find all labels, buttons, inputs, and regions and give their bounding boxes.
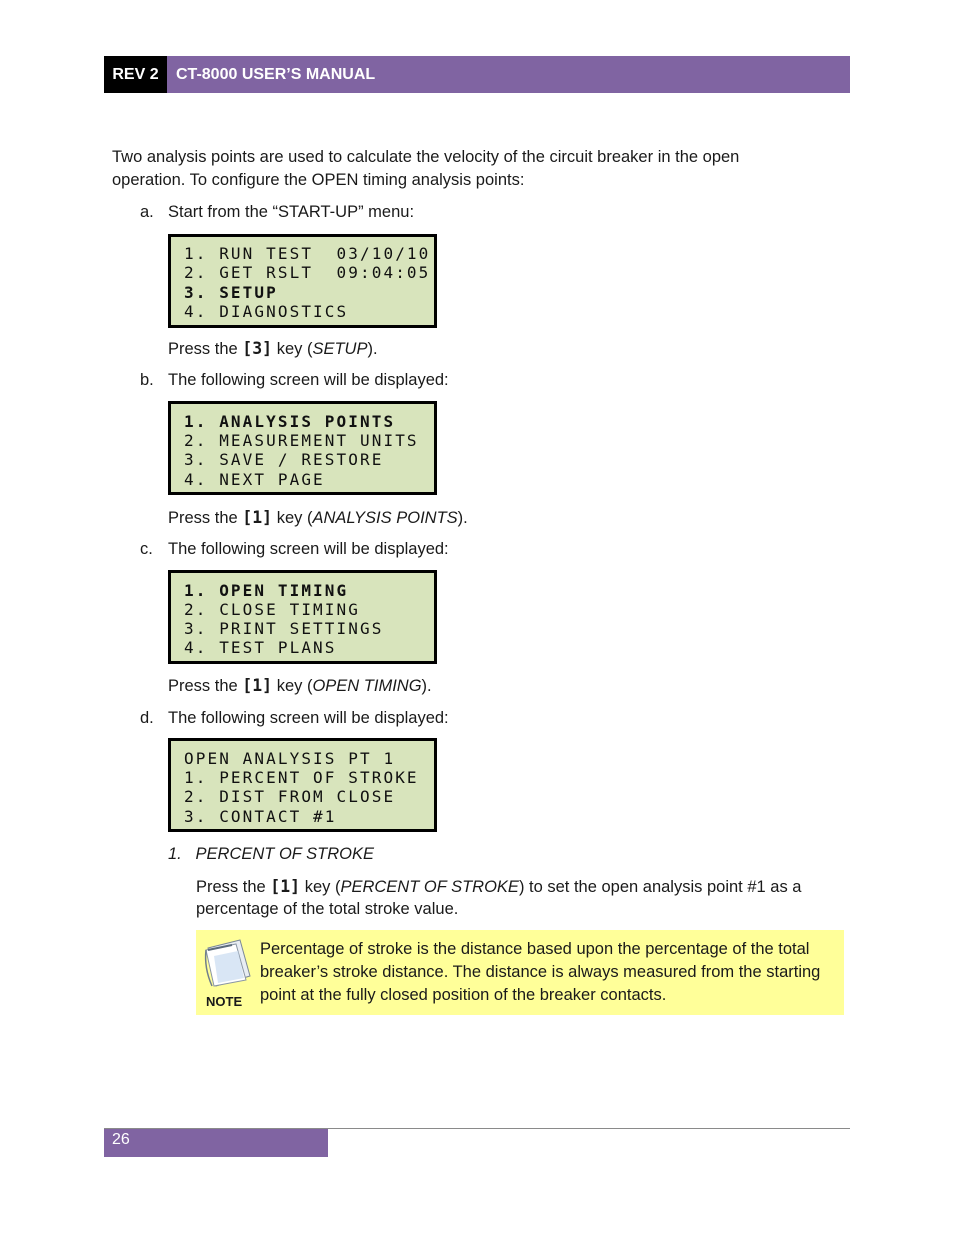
lcd-line: 4. NEXT PAGE (184, 470, 325, 489)
note-line-1: Percentage of stroke is the distance based upon the percentage of the total (260, 940, 810, 958)
lcd-line: 3. PRINT SETTINGS (184, 619, 384, 638)
press-pre: Press the (168, 677, 243, 695)
step-d-text: The following screen will be displayed: (168, 709, 449, 727)
lcd-line: 4. DIAGNOSTICS (184, 302, 349, 321)
lcd-line: 2. CLOSE TIMING (184, 600, 360, 619)
press-instruction-a (168, 337, 378, 361)
intro-line-2: operation. To configure the OPEN timing analysis points: (112, 171, 525, 189)
press-pre: Press the (168, 509, 243, 527)
step-c-letter: c. (140, 540, 153, 558)
note-box (196, 930, 844, 1015)
page-header (104, 56, 850, 93)
step-a-text: Start from the “START-UP” menu: (168, 203, 415, 221)
menu-name: OPEN TIMING (312, 677, 422, 695)
notepad-icon (202, 936, 252, 988)
lcd-line-selected: 1. OPEN TIMING (184, 581, 349, 600)
lcd-line-selected: 3. SETUP (184, 283, 278, 302)
substep-title: 1. PERCENT OF STROKE (168, 845, 374, 863)
press-post: ). (421, 677, 432, 695)
lcd-line: 2. MEASUREMENT UNITS (184, 431, 419, 450)
substep-instruction-line-2: percentage of the total stroke value. (196, 900, 459, 918)
page-footer (104, 1129, 328, 1157)
lcd-line: OPEN ANALYSIS PT 1 (184, 749, 396, 768)
key-1-label: [1] (242, 508, 273, 527)
press-mid: key ( (272, 509, 313, 527)
step-c-text: The following screen will be displayed: (168, 540, 449, 558)
note-text (260, 938, 844, 1007)
lcd-line: 3. SAVE / RESTORE (184, 450, 384, 469)
step-b-text: The following screen will be displayed: (168, 371, 449, 389)
lcd-line: 2. GET RSLT 09:04:05 (184, 263, 431, 282)
manual-title: CT-8000 USER’S MANUAL (176, 65, 376, 83)
step-d-letter: d. (140, 709, 154, 727)
page-number: 26 (112, 1131, 130, 1148)
note-line-2: breaker’s stroke distance. The distance is always measured from the starting (260, 963, 821, 981)
press-pre: Press the (196, 878, 271, 896)
press-instruction-b (168, 506, 468, 530)
key-1-label: [1] (270, 877, 301, 896)
press-pre: Press the (168, 340, 243, 358)
press-mid: key ( (272, 340, 313, 358)
key-3-label: [3] (242, 339, 273, 358)
lcd-line-selected: 1. ANALYSIS POINTS (184, 412, 396, 431)
menu-name: SETUP (312, 340, 368, 358)
press-post: ). (457, 509, 468, 527)
lcd-line: 4. TEST PLANS (184, 638, 337, 657)
lcd-open-analysis-screen (168, 738, 437, 832)
step-a-letter: a. (140, 203, 154, 221)
menu-name: ANALYSIS POINTS (312, 509, 458, 527)
lcd-startup-screen (168, 234, 437, 328)
note-line-3: point at the fully closed position of the breaker contacts. (260, 986, 667, 1004)
press-post: ). (367, 340, 378, 358)
lcd-setup-screen (168, 401, 437, 495)
press-post: ) to set the open analysis point #1 as a (518, 878, 802, 896)
press-mid: key ( (272, 677, 313, 695)
lcd-analysis-points-screen (168, 570, 437, 664)
lcd-line: 1. PERCENT OF STROKE (184, 768, 419, 787)
key-1-label: [1] (242, 676, 273, 695)
revision-label: REV 2 (104, 56, 167, 93)
menu-name: PERCENT OF STROKE (340, 878, 519, 896)
step-b-letter: b. (140, 371, 154, 389)
press-mid: key ( (300, 878, 341, 896)
substep-instruction-line-1 (196, 875, 801, 899)
note-label: NOTE (206, 994, 243, 1009)
lcd-line: 2. DIST FROM CLOSE (184, 787, 396, 806)
lcd-line: 1. RUN TEST 03/10/10 (184, 244, 431, 263)
press-instruction-c (168, 674, 432, 698)
intro-line-1: Two analysis points are used to calculate the velocity of the circuit breaker in the open (112, 148, 740, 166)
lcd-line: 3. CONTACT #1 (184, 807, 337, 826)
